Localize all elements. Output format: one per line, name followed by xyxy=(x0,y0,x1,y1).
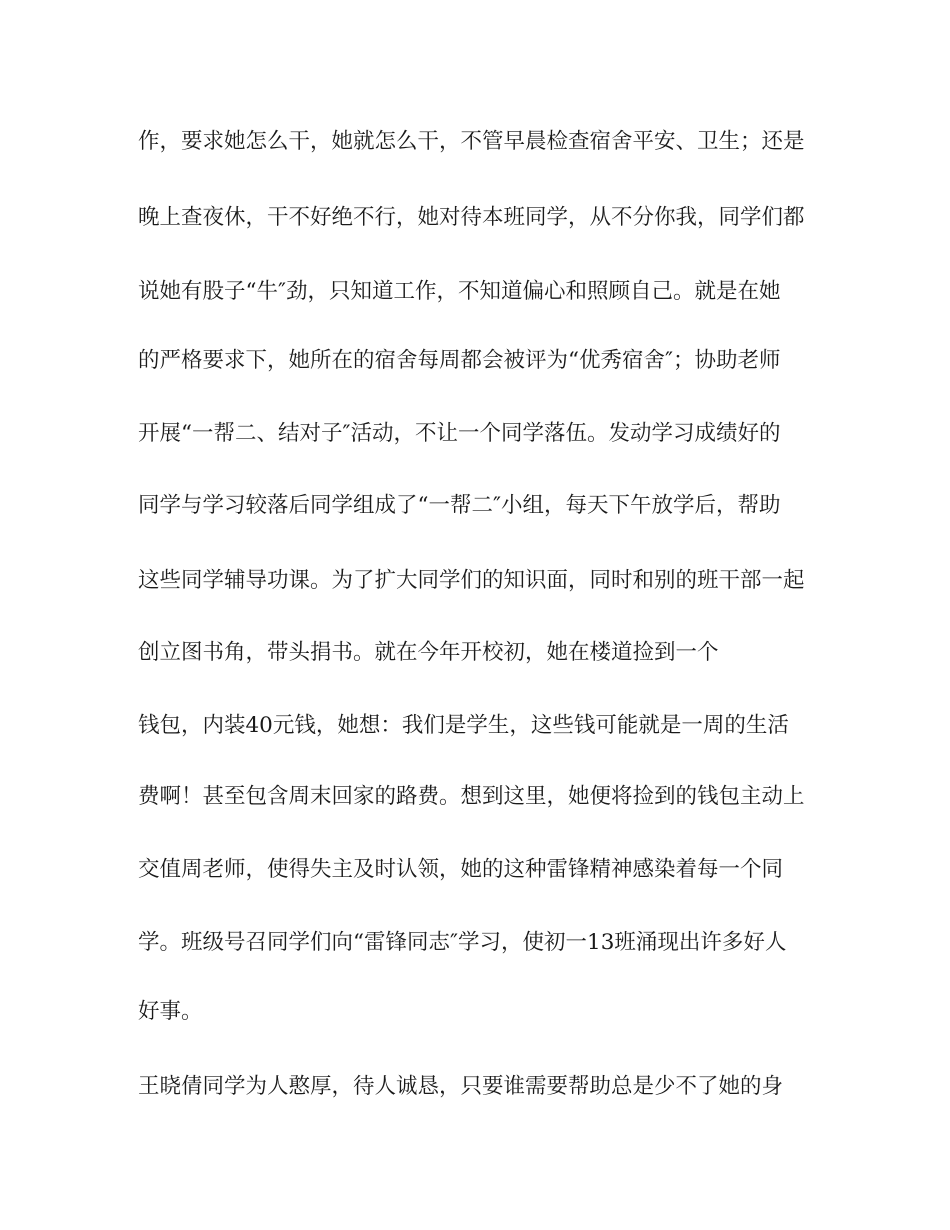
text-line: 作，要求她怎么干，她就怎么干，不管早晨检查宿舍平安、卫生；还是 xyxy=(138,129,805,154)
text-line: 的严格要求下，她所在的宿舍每周都会被评为“优秀宿舍″；协助老师 xyxy=(138,348,781,373)
text-line: 费啊！甚至包含周末回家的路费。想到这里，她便将捡到的钱包主动上 xyxy=(138,784,805,809)
text-line: 好事。 xyxy=(138,999,203,1024)
text-line: 创立图书角，带头捐书。就在今年开校初，她在楼道捡到一个 xyxy=(138,640,719,665)
text-line: 学。班级号召同学们向“雷锋同志″学习，使初一13班涌现出许多好人 xyxy=(138,930,787,955)
text-line: 王晓倩同学为人憨厚，待人诚恳，只要谁需要帮助总是少不了她的身 xyxy=(138,1074,784,1099)
text-line: 交值周老师，使得失主及时认领，她的这种雷锋精神感染着每一个同 xyxy=(138,857,784,882)
text-line: 这些同学辅导功课。为了扩大同学们的知识面，同时和别的班干部一起 xyxy=(138,568,805,593)
text-line: 开展“一帮二、结对子″活动，不让一个同学落伍。发动学习成绩好的 xyxy=(138,421,781,446)
text-line: 说她有股子“牛″劲，只知道工作，不知道偏心和照顾自己。就是在她 xyxy=(138,279,781,304)
text-line: 钱包，内装40元钱，她想：我们是学生，这些钱可能就是一周的生活 xyxy=(138,713,789,738)
text-line: 同学与学习较落后同学组成了“一帮二″小组，每天下午放学后，帮助 xyxy=(138,493,781,518)
text-line: 晚上查夜休，干不好绝不行，她对待本班同学，从不分你我，同学们都 xyxy=(138,205,805,230)
